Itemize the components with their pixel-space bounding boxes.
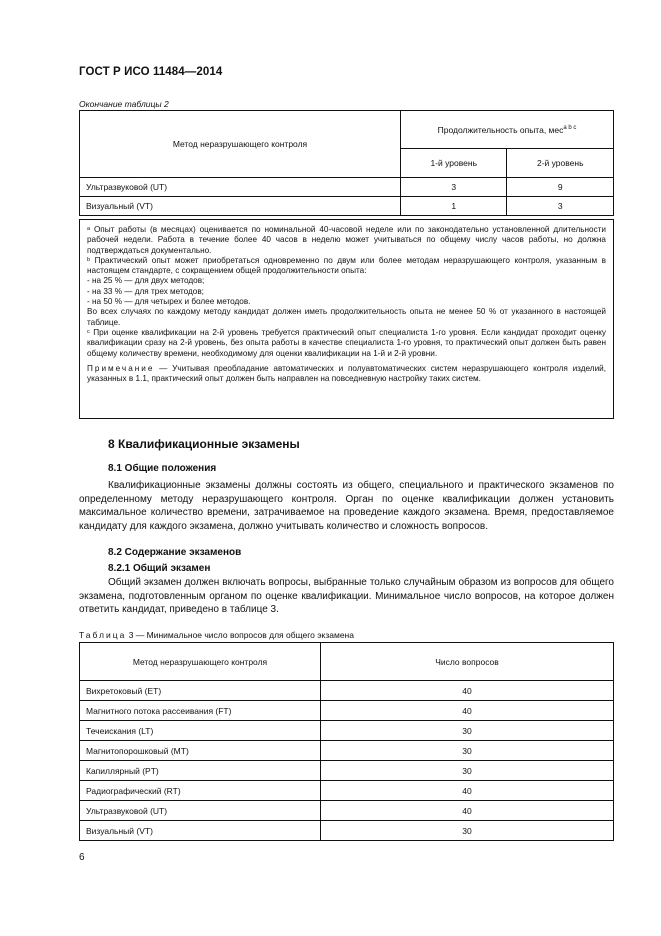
footnote-b-item: - на 33 % — для трех методов; [87,286,204,296]
table-row [80,721,614,741]
page-number: 6 [79,852,85,863]
table3-cell-count: 30 [321,741,614,761]
table3-cell-count: 30 [321,821,614,841]
section-8-2-1-title: 8.2.1 Общий экзамен [108,563,211,574]
table-row [80,701,614,721]
table2-cell-method: Ультразвуковой (UT) [80,178,401,197]
table3-cell-count: 40 [321,701,614,721]
table2 [79,110,614,216]
table-row [80,761,614,781]
document-header: ГОСТ Р ИСО 11484—2014 [79,66,223,78]
table-row [80,741,614,761]
table-row [80,801,614,821]
table-row [80,821,614,841]
table2-note [87,364,606,385]
table3-cell-method: Течеискания (LT) [80,721,321,741]
table3-cell-count: 40 [321,681,614,701]
section-8-2-1-paragraph: Общий экзамен должен включать вопросы, выбранные только случайным образом из вопросов для общего экзамена, подготовленным органом по оценке квалификации. Минимальное число вопросов, на которое должен ответить кандидат, приведено в таблице 3. [79,577,614,616]
table3-caption-label: Таблица [79,630,127,640]
table2-cell-l1: 3 [401,178,507,197]
table2-footnotes [79,219,614,419]
table2-header-level1: 1-й уровень [401,149,507,178]
table2-header-method: Метод неразрушающего контроля [80,111,401,178]
table2-cell-l2: 9 [507,178,614,197]
table2-cell-method: Визуальный (VT) [80,197,401,216]
table3-cell-count: 40 [321,801,614,821]
table3-cell-count: 30 [321,761,614,781]
note-text: — Учитывая преобладание автоматических и полуавтоматических систем неразрушающего контроля изделий, указанных в 1.1, практический опыт должен быть направлен на повседневную настройку таких систем. [87,363,606,384]
footnote-b-tail: Во всех случаях по каждому методу кандидат должен иметь продолжительность опыта не менее 50 % от указанного в настоящей таблице. [87,307,606,327]
table3-header-method: Метод неразрушающего контроля [80,643,321,681]
table-row [80,681,614,701]
table3-cell-method: Магнитного потока рассеивания (FT) [80,701,321,721]
footnote-b: ᵇ Практический опыт может приобретаться одновременно по двум или более методам неразрушающего контроля, указанным в настоящем стандарте, с сокращением общей продолжительности опыта: [87,255,606,276]
section-8-2-title: 8.2 Содержание экзаменов [108,547,242,558]
section-8-2-1-body [79,576,614,617]
table3-caption-text: 3 — Минимальное число вопросов для общего экзамена [126,630,354,640]
table3-cell-count: 30 [321,721,614,741]
table3-cell-method: Радиографический (RT) [80,781,321,801]
section-8-1-paragraph: Квалификационные экзамены должны состоять из общего, специального и практического экзаменов по определенному методу неразрушающего контроля. Орган по оценке квалификации должен установить максимальное количество времени, затрачиваемое на проведение каждого экзамена. Время, предоставляемое кандидату для каждого экзамена, должно учитывать количество и сложность вопросов. [79,480,614,533]
table-row [80,178,614,197]
table3-caption [79,630,354,640]
table-row [80,197,614,216]
table2-cell-l2: 3 [507,197,614,216]
table2-header-level2: 2-й уровень [507,149,614,178]
footnote-c: ᶜ При оценке квалификации на 2-й уровень требуется практический опыт специалиста 1-го уровня. Если кандидат проходит оценку квалификации сразу на 2-й уровень, без опыта работы в качестве специалиста 1-го уровня, то практический опыт должен быть равен общему количеству времени, необходимому для оценки квалификации на 1-й и 2-й уровни. [87,327,606,358]
table-row [80,781,614,801]
table3-cell-method: Вихретоковый (ET) [80,681,321,701]
table2-caption: Окончание таблицы 2 [79,99,169,109]
table2-header-duration [401,111,614,149]
section-8-title: 8 Квалификационные экзамены [108,437,300,451]
footnote-b-item: - на 25 % — для двух методов; [87,276,205,286]
table2-header-duration-sup: а b c [563,124,577,131]
footnote-a: ᵃ Опыт работы (в месяцах) оценивается по номинальной 40-часовой неделе или по законодательно установленной длительности рабочей недели. Работа в течение более 40 часов в неделю может учитываться по общему числу часов работы, но должна подтверждаться документально. [87,225,606,255]
table2-header-duration-text: Продолжительность опыта, мес [437,124,564,135]
section-8-1-title: 8.1 Общие положения [108,463,217,474]
table3-cell-method: Капиллярный (PT) [80,761,321,781]
table2-cell-l1: 1 [401,197,507,216]
table3-cell-method: Ультразвуковой (UT) [80,801,321,821]
table3-cell-method: Визуальный (VT) [80,821,321,841]
table3-header-count: Число вопросов [321,643,614,681]
table3-cell-method: Магнитопорошковый (MT) [80,741,321,761]
table3-cell-count: 40 [321,781,614,801]
note-label: Примечание [87,363,155,373]
section-8-1-body [79,479,614,534]
footnote-b-item: - на 50 % — для четырех и более методов. [87,297,251,307]
table3 [79,642,614,841]
